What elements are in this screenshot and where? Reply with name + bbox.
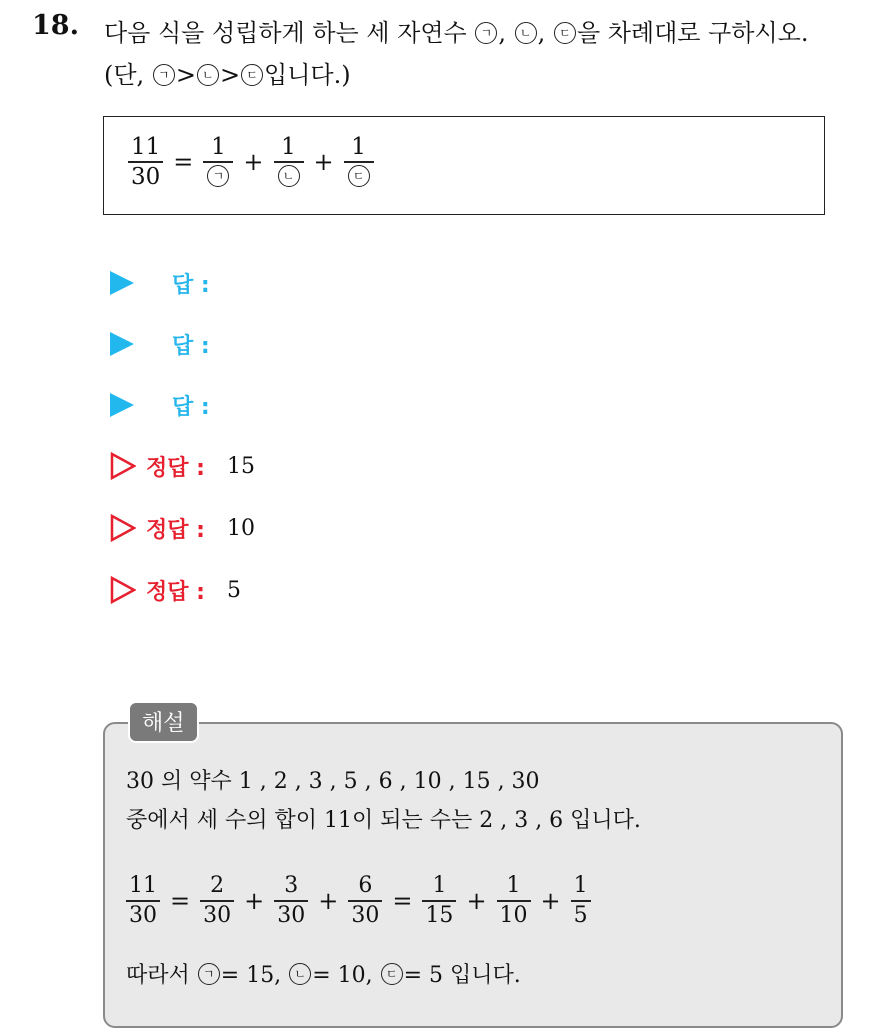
- fraction: [126, 872, 160, 930]
- outline-triangle-icon: [110, 452, 136, 480]
- fraction: [200, 872, 234, 930]
- fraction: [203, 133, 233, 191]
- question-line1-prefix: 다음 식을 성립하게 하는 세 자연수: [104, 19, 467, 47]
- explanation-line-1: 30 의 약수 1 , 2 , 3 , 5 , 6 , 10 , 15 , 30: [126, 769, 540, 794]
- symbol-giyeok: ㄱ: [153, 64, 175, 86]
- equals-sign: =: [173, 147, 194, 176]
- denominator: 30: [277, 902, 306, 928]
- correct-answer-label: 정답 :: [146, 455, 205, 481]
- denominator: 15: [425, 902, 454, 928]
- numerator: 1: [351, 134, 366, 160]
- denominator: [203, 163, 233, 191]
- numerator: 6: [358, 873, 373, 898]
- numerator: 1: [281, 134, 296, 160]
- conclusion-value-b: = 10,: [312, 963, 373, 988]
- symbol-digeut: ㄷ: [381, 963, 403, 985]
- symbol-digeut: ㄷ: [348, 165, 370, 187]
- correct-answer-label: 정답 :: [146, 517, 205, 543]
- denominator: 30: [129, 902, 157, 928]
- fraction: [274, 872, 308, 930]
- fraction: [128, 133, 163, 191]
- denominator: [274, 163, 304, 191]
- answer-label: 답 :: [172, 333, 210, 359]
- symbol-nieun: ㄴ: [278, 165, 300, 187]
- play-triangle-icon: [110, 271, 134, 295]
- answer-row-2[interactable]: [110, 324, 210, 364]
- correct-answer-value: 5: [226, 577, 241, 603]
- plus-sign: +: [313, 147, 334, 176]
- symbol-digeut: ㄷ: [554, 22, 576, 44]
- outline-triangle-icon: [110, 514, 136, 542]
- numerator: 3: [284, 873, 299, 898]
- correct-answer-row-1: [110, 446, 255, 486]
- question-line-1: [104, 12, 874, 54]
- symbol-nieun: ㄴ: [515, 22, 537, 44]
- equation-box: [103, 116, 825, 215]
- equals-sign: =: [392, 886, 413, 915]
- play-triangle-icon: [110, 332, 134, 356]
- conclusion-prefix: 따라서: [126, 963, 190, 988]
- play-triangle-icon: [110, 393, 134, 417]
- denominator: 30: [131, 163, 161, 190]
- fraction: [497, 872, 531, 930]
- question-line2-prefix: (단,: [104, 61, 145, 89]
- question-number: 18.: [32, 10, 79, 41]
- answer-label: 답 :: [172, 272, 210, 298]
- numerator: 2: [210, 873, 225, 898]
- conclusion-value-c: = 5 입니다.: [403, 963, 521, 988]
- fraction: [274, 133, 304, 191]
- answer-row-3[interactable]: [110, 385, 210, 425]
- numerator: 11: [129, 873, 157, 898]
- plus-sign: +: [244, 886, 265, 915]
- symbol-nieun: ㄴ: [197, 64, 219, 86]
- numerator: 1: [432, 873, 447, 898]
- equals-sign: =: [170, 886, 191, 915]
- explanation-conclusion: [126, 958, 521, 989]
- answer-row-1[interactable]: [110, 263, 210, 303]
- symbol-nieun: ㄴ: [289, 963, 311, 985]
- gt-sign: >: [219, 61, 241, 89]
- denominator: [344, 163, 374, 191]
- denominator: 30: [351, 902, 380, 928]
- outline-triangle-icon: [110, 576, 136, 604]
- question-line-2: [104, 54, 874, 96]
- correct-answer-value: 10: [226, 515, 255, 541]
- denominator: 10: [499, 902, 528, 928]
- equation: [124, 133, 378, 191]
- question-text: [104, 12, 874, 96]
- numerator: 1: [506, 873, 521, 898]
- symbol-giyeok: ㄱ: [198, 963, 220, 985]
- numerator: 1: [211, 134, 226, 160]
- gt-sign: >: [175, 61, 196, 89]
- correct-answer-label: 정답 :: [146, 579, 205, 605]
- explanation-equation: [122, 872, 595, 930]
- fraction: [348, 872, 382, 930]
- symbol-digeut: ㄷ: [241, 64, 263, 86]
- denominator: 30: [203, 902, 232, 928]
- correct-answer-row-2: [110, 508, 255, 548]
- numerator: 1: [573, 873, 588, 898]
- correct-answer-value: 15: [226, 453, 255, 479]
- comma: ,: [537, 19, 546, 47]
- correct-answer-row-3: [110, 570, 241, 610]
- numerator: 11: [131, 134, 161, 160]
- plus-sign: +: [540, 886, 561, 915]
- plus-sign: +: [466, 886, 487, 915]
- symbol-giyeok: ㄱ: [207, 165, 229, 187]
- comma: ,: [498, 19, 507, 47]
- question-line1-suffix: 을 차례대로 구하시오.: [576, 19, 809, 47]
- fraction: [422, 872, 456, 930]
- symbol-giyeok: ㄱ: [475, 22, 497, 44]
- question-line2-suffix: 입니다.): [264, 61, 351, 89]
- plus-sign: +: [243, 147, 264, 176]
- fraction: [571, 872, 591, 930]
- explanation-tab: 해설: [128, 701, 199, 743]
- explanation-line-2: 중에서 세 수의 합이 11이 되는 수는 2 , 3 , 6 입니다.: [126, 808, 641, 833]
- conclusion-value-a: = 15,: [220, 963, 282, 988]
- fraction: [344, 133, 374, 191]
- plus-sign: +: [318, 886, 339, 915]
- denominator: 5: [573, 902, 588, 928]
- answer-label: 답 :: [172, 394, 210, 420]
